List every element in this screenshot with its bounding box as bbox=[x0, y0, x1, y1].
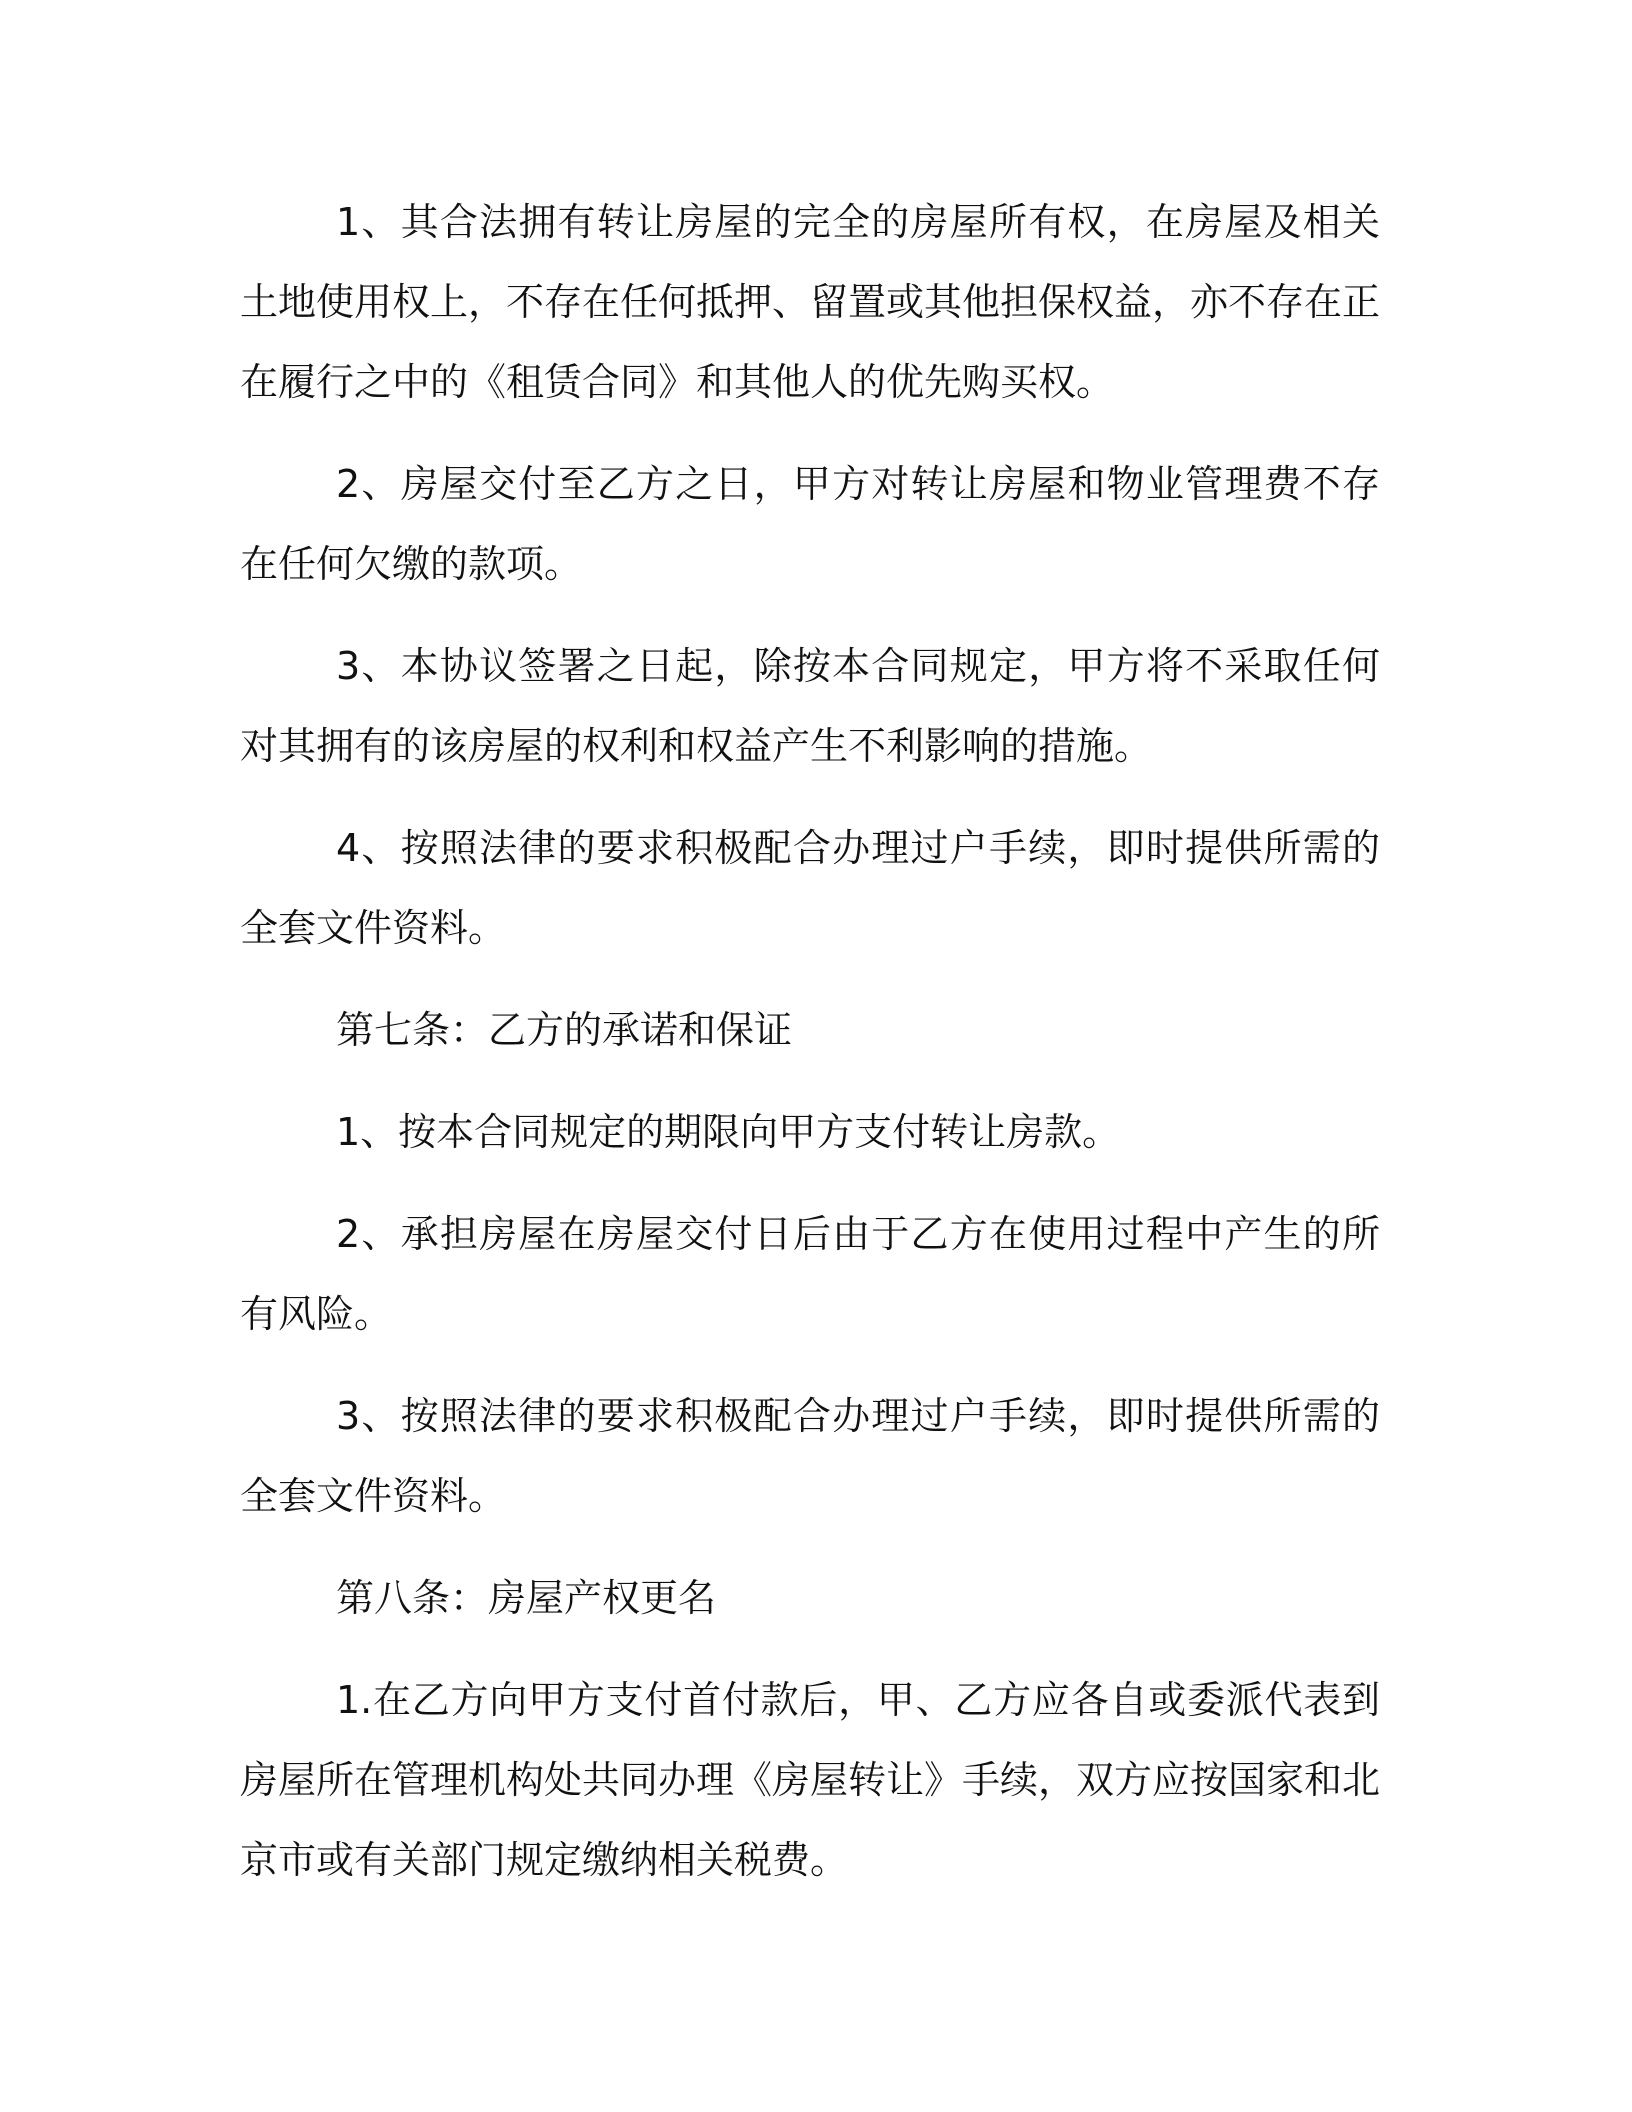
clause-6-item-3: 3、本协议签署之日起，除按本合同规定，甲方将不采取任何对其拥有的该房屋的权利和权益产生不利影响的措施。 bbox=[240, 644, 1380, 768]
clause-7-item-2: 2、承担房屋在房屋交付日后由于乙方在使用过程中产生的所有风险。 bbox=[240, 1212, 1380, 1336]
clause-8-item-1: 1.在乙方向甲方支付首付款后，甲、乙方应各自或委派代表到房屋所在管理机构处共同办理《房屋转让》手续，双方应按国家和北京市或有关部门规定缴纳相关税费。 bbox=[240, 1678, 1381, 1882]
clause-6-item-2: 2、房屋交付至乙方之日，甲方对转让房屋和物业管理费不存在任何欠缴的款项。 bbox=[240, 462, 1380, 586]
document-body bbox=[240, 182, 1380, 1922]
clause-6-item-1: 1、其合法拥有转让房屋的完全的房屋所有权，在房屋及相关土地使用权上，不存在任何抵押、留置或其他担保权益，亦不存在正在履行之中的《租赁合同》和其他人的优先购买权。 bbox=[240, 200, 1381, 404]
clause-6-item-4: 4、按照法律的要求积极配合办理过户手续，即时提供所需的全套文件资料。 bbox=[240, 826, 1380, 950]
clause-7-heading: 第七条：乙方的承诺和保证 bbox=[336, 1008, 793, 1052]
clause-8-heading: 第八条：房屋产权更名 bbox=[336, 1576, 717, 1620]
clause-7-item-1: 1、按本合同规定的期限向甲方支付转让房款。 bbox=[336, 1110, 1121, 1154]
clause-7-item-3: 3、按照法律的要求积极配合办理过户手续，即时提供所需的全套文件资料。 bbox=[240, 1394, 1380, 1518]
